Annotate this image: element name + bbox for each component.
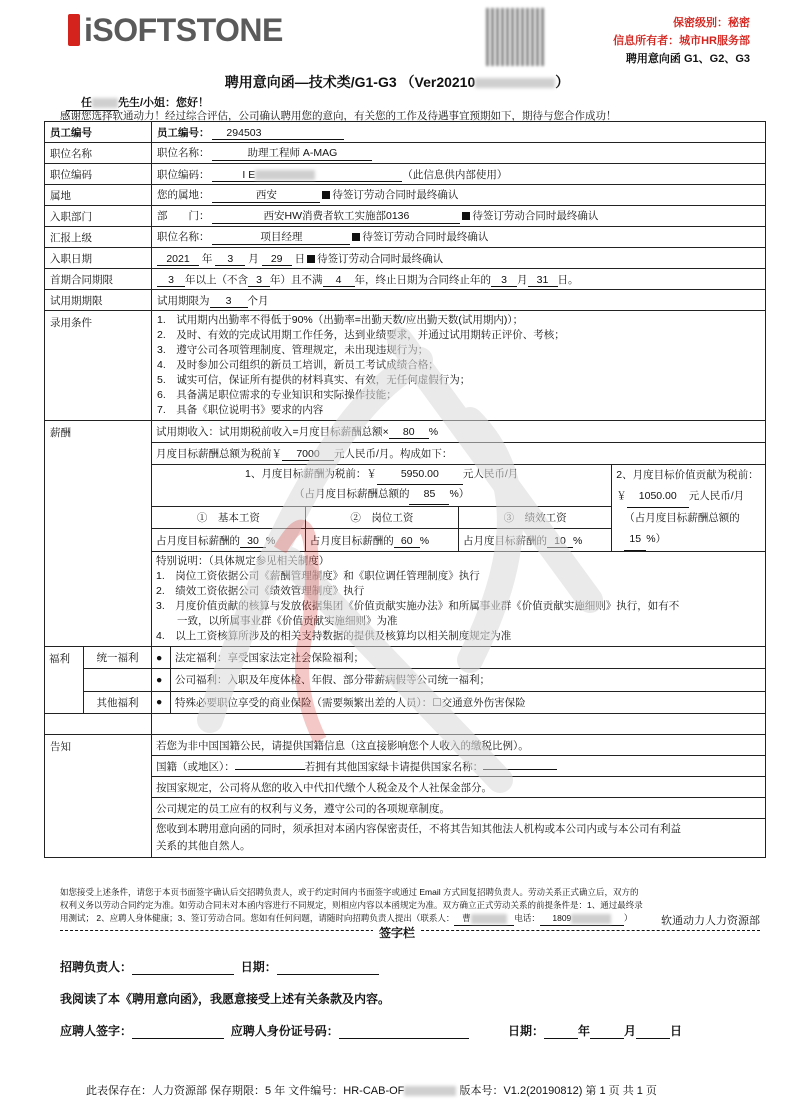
row-conditions: 录用条件 1. 试用期内出勤率不得低于90%（出勤率=出勤天数/应出勤天数(试用期内)）； 2. 及时、有效的完成试用期工作任务，达到业绩要求，并通过试用期转正评价、考核； 3. 遵守公司各项管理制度、管理规定，未出现违规行为； 4. 及时参加公司组织的新员工培训，新员工考试成绩合格； 5. 诚实可信，保证所有提供的材料真实、有效，无任何虚假行为； 6. 具备满足职位需求的专业知识和实际操作技能； 7. 具备《职位说明书》要求的内容 [45,311,766,421]
greeting: 任 先生/小姐：您好！ [66,94,209,111]
acceptance-statement: 我阅读了本《聘用意向函》，我愿意接受上述有关条款及内容。 [60,992,391,1006]
salary-table: 试用期收入：试用期税前收入=月度目标薪酬总额× 80 % 月度目标薪酬总额为税前￥ 7000 元人民币/月。构成如下： 1、月度目标薪酬为税前：￥ 5950.00 元人民币/月 （占月度目标薪酬总额的 85 %） 2、月度目标价值贡献为税前： ￥ 1050.00 元人民币/月 （占月度目标薪酬总额的15 %） ① 基本工资 ② 岗位工资 ③ 绩效工资 占月度目标薪酬的 30 % 占月度目标薪酬的 60 % 占月度目标薪酬的 10 % 特别说明：（具体规定参见相关制度） 1. 岗位工资依据公司《薪酬管理制度》和《职位调任管理制度》执行 2. 绩效工资依据公司《绩效管理制度》执行 3. 月度价值贡献的核算与发放依据集团《价值贡献实施办法》和所属事业群《价值贡献实施细则》执行，如有不 一致，以所属事业群《价值贡献实施细则》为准 4. 以上工资核算所涉及的相关支持数据的提供及核算均以相关制度规定为准 [152,421,765,646]
applicant-signature-line[interactable]: 应聘人签字： 应聘人身份证号码： [60,1022,469,1039]
intro-text: 感谢您选择软通动力！经过综合评估，公司确认聘用您的意向，有关您的工作及待遇事宜预期如下，期待与您合作成功！ [60,110,617,122]
row-report-to: 汇报上级 职位名称： 项目经理 待签订劳动合同时最终确认 [45,227,766,248]
confidentiality-level: 保密级别：秘密 [673,17,750,29]
row-start-date: 入职日期 2021 年 3 月 29 日 待签订劳动合同时最终确认 [45,248,766,269]
row-probation: 试用期期限 试用期限为 3 个月 [45,290,766,311]
footer: 此表保存在：人力资源部 保存期限：5 年 文件编号：HR-CAB-OF 版本号：V1.2(20190812) 第 1 页 共 1 页 [86,1085,657,1097]
logo-mark [68,14,80,46]
applicable-grades: 聘用意向函 G1、G2、G3 [625,53,750,65]
row-position-name: 职位名称 职位名称： 助理工程师 A-MAG [45,143,766,164]
recruiter-signature-line[interactable]: 招聘负责人： 日期： [60,958,379,975]
hr-department: 软通动力人力资源部 [661,915,760,927]
document-title: 聘用意向函—技术类/G1-G3 （Ver20210 ） [224,74,570,90]
row-contract-term: 首期合同期限 3 年以上（不含 3 年）且不满 4 年，终止日期为合同终止年的 3 月 31 日。 [45,269,766,290]
fine-print: 如您接受上述条件，请您于本页书面签字确认后交招聘负责人，或于约定时间内书面签字或通过 Email 方式回复招聘负责人。劳动关系正式确立后，双方的 权利义务以劳动合同约定为准。如劳动合同未对本函内容进行不同规定，则相应内容以本函规定为准。双方确立正式劳动关系的前提条件是：1、通过最终录 用测试； 2、应聘人身体健康；3、签订劳动合同。您如有任何问题，请随时向招聘负责人提出（联系人： 曹 电话： 1809 ） [60,886,760,926]
salary-notes: 特别说明：（具体规定参见相关制度） 1. 岗位工资依据公司《薪酬管理制度》和《职位调任管理制度》执行 2. 绩效工资依据公司《绩效管理制度》执行 3. 月度价值贡献的核算与发放依据集团《价值贡献实施办法》和所属事业群《价值贡献实施细则》执行，如有不 一致，以所属事业群《价值贡献实施细则》为准 4. 以上工资核算所涉及的相关支持数据的提供及核算均以相关制度规定为准 [156,555,680,642]
row-position-code: 职位编码 职位编码： I E （此信息供内部使用） [45,164,766,185]
applicant-date-line[interactable]: 日期： 年 月 日 [508,1024,683,1038]
logo-text: iSOFTSTONE [84,12,283,48]
row-salary: 薪酬 试用期收入：试用期税前收入=月度目标薪酬总额× 80 % 月度目标薪酬总额为税前￥ 7000 元人民币/月。构成如下： 1、月度目标薪酬为税前：￥ 5950.00 元人民币/月 （占月度目标薪酬总额的 85 %） 2、月度目标价值贡献为税前： ￥ 1050.00 元人民币/月 （占月度目标薪酬总额的15 %） ① 基本工资 ② 岗位工资 ③ 绩效工资 占月度目标薪酬的 30 % 占月度目标薪酬的 60 % 占月度目标薪酬的 10 % 特别说明：（具体规定参见相关制度） 1. 岗位工资依据公司《薪酬管理制度》和《职位调任管理制度》执行 2. 绩效工资依据公司《绩效管理制度》执行 3. 月度价值贡献的核算与发放依据集团《价值贡献实施办法》和所属事业群《价值贡献实施细则》执行，如有不 一致，以所属事业群《价值贡献实施细则》为准 4. 以上工资核算所涉及的相关支持数据的提供及核算均以相关制度规定为准 [45,421,766,647]
conditions-list: 1. 试用期内出勤率不得低于90%（出勤率=出勤天数/应出勤天数(试用期内)）； 2. 及时、有效的完成试用期工作任务，达到业绩要求，并通过试用期转正评价、考核； 3. 遵守公司各项管理制度、管理规定，未出现违规行为； 4. 及时参加公司组织的新员工培训，新员工考试成绩合格； 5. 诚实可信，保证所有提供的材料真实、有效，无任何虚假行为； 6. 具备满足职位需求的专业知识和实际操作技能； 7. 具备《职位说明书》要求的内容 [157,314,565,416]
qr-code [486,8,544,66]
notice-table: 若您为非中国国籍公民，请提供国籍信息（这直接影响您个人收入的缴税比例）。 国籍（或地区）： 若拥有其他国家绿卡请提供国家名称： 按国家规定，公司将从您的收入中代扣代缴个人税金及个人社保金部分。 公司规定的员工应有的权利与义务，遵守公司的各项规章制度。 您收到本聘用意向函的同时，须承担对本函内容保密责任，不将其告知其他法人机构或本公司内或与本公司有利益 关系的其他自然人。 [152,735,765,857]
salary-part-base: ① 基本工资 [152,506,305,529]
salary-part-performance: ③ 绩效工资 [459,506,612,529]
row-employee-id: 员工编号 员工编号： 294503 [45,122,766,143]
row-department: 入职部门 部 门： 西安HW消费者软工实施部0136 待签订劳动合同时最终确认 [45,206,766,227]
salary-part-post: ② 岗位工资 [305,506,458,529]
information-owner: 信息所有者：城市HR服务部 [613,35,750,47]
row-welfare: 福利 统一福利 其他福利 ● 法定福利：享受国家法定社会保险福利； ● 公司福利：入职及年度体检、年假、部分带薪病假等公司统一福利； ● 特殊必要职位享受的商业保险（需要频繁出差的人员）：☐交通意外伤害保险 [45,647,766,714]
row-location: 属地 您的属地： 西安 待签订劳动合同时最终确认 [45,185,766,206]
offer-table [44,121,766,858]
softstone-logo [68,12,283,48]
row-notice: 告知 若您为非中国国籍公民，请提供国籍信息（这直接影响您个人收入的缴税比例）。 国籍（或地区）： 若拥有其他国家绿卡请提供国家名称： 按国家规定，公司将从您的收入中代扣代缴个人税金及个人社保金部分。 公司规定的员工应有的权利与义务，遵守公司的各项规章制度。 您收到本聘用意向函的同时，须承担对本函内容保密责任，不将其告知其他法人机构或本公司内或与本公司有利益 关系的其他自然人。 [45,735,766,858]
signature-section-title: 签字栏 [373,926,421,940]
